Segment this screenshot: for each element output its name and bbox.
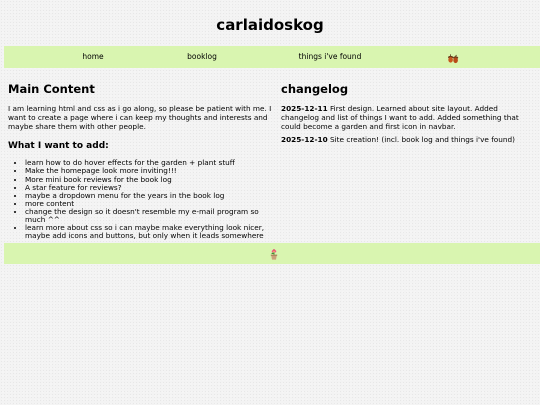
todo-title: What I want to add: xyxy=(8,141,109,152)
todo-item: • change the design so it doesn't resemble my e-mail program so much ^^ xyxy=(25,208,276,224)
flower-pot-icon xyxy=(267,246,281,260)
changelog xyxy=(281,82,531,150)
changelog-date: 2025-12-11 xyxy=(281,104,328,113)
navbar xyxy=(4,46,540,68)
nav-home-link[interactable]: home xyxy=(82,52,104,61)
changelog-date: 2025-12-10 xyxy=(281,135,328,145)
site-title: carlaidoskog xyxy=(216,16,324,34)
changelog-entry xyxy=(281,136,531,145)
todo-item: • Make the homepage look more inviting!!! xyxy=(25,167,276,175)
todo-item: • maybe a dropdown menu for the years in the book log xyxy=(25,192,276,200)
todo-item: • learn how to do hover effects for the garden + plant stuff xyxy=(25,159,276,167)
changelog-text: First design. Learned about site layout. Added changelog and list of things I want to add. Added something that could become a garden and first icon in navbar. xyxy=(281,104,519,131)
changelog-entry xyxy=(281,105,531,131)
todo-list xyxy=(8,159,276,240)
intro-text: I am learning html and css as i go along, so please be patient with me. I want to create a page where i can keep my thoughts and interests and maybe share them with other people. xyxy=(8,104,272,131)
main-title: Main Content xyxy=(8,82,95,96)
main-content xyxy=(8,82,276,240)
todo-item: • more content xyxy=(25,200,276,208)
changelog-text: Site creation! (incl. book log and things i've found) xyxy=(327,135,515,145)
acorn-icon[interactable] xyxy=(446,50,460,64)
todo-item: • More mini book reviews for the book log xyxy=(25,176,276,184)
footer xyxy=(4,243,540,264)
nav-booklog-link[interactable]: booklog xyxy=(187,52,217,61)
nav-things-found-link[interactable]: things i've found xyxy=(298,52,362,61)
todo-item: • learn more about css so i can maybe make everything look nicer, maybe add icons and buttons, but only when it leads somewhere xyxy=(25,224,276,240)
changelog-title: changelog xyxy=(281,82,349,96)
todo-item: • A star feature for reviews? xyxy=(25,184,276,192)
